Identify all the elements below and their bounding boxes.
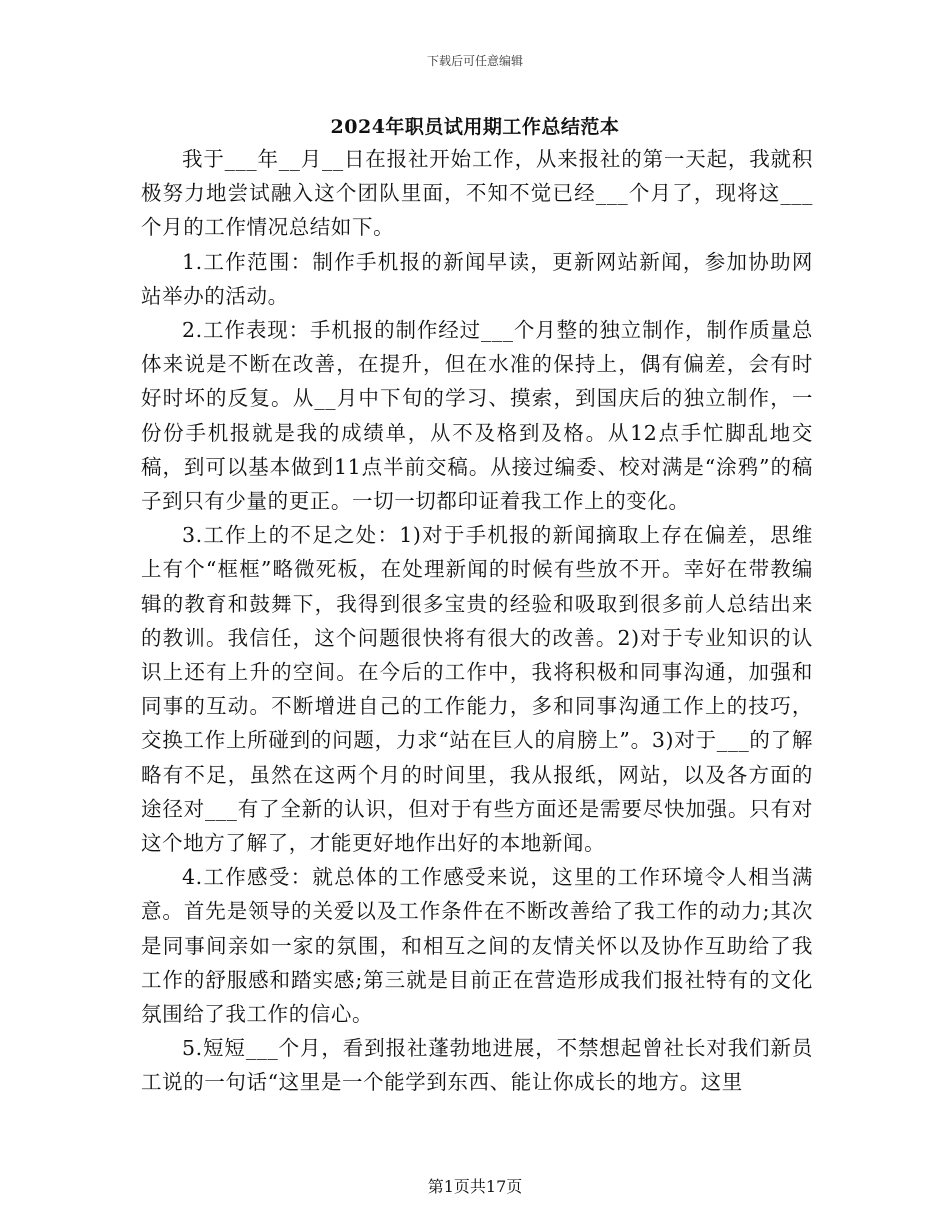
paragraph-intro: 我于___年__月__日在报社开始工作，从来报社的第一天起，我就积极努力地尝试融入这个团队里面，不知不觉已经___个月了，现将这___个月的工作情况总结如下。 (141, 147, 813, 240)
document-title: 2024年职员试用期工作总结范本 (330, 116, 620, 138)
page-number-footer: 第1页共17页 (427, 1177, 523, 1196)
paragraph-shortcomings: 3.工作上的不足之处：1)对于手机报的新闻摘取上存在偏差，思维上有个“框框”略微死板，在处理新闻的时候有些放不开。幸好在带教编辑的教育和鼓舞下，我得到很多宝贵的经验和吸取到很多前人总结出来的教训。我信任，这个问题很快将有很大的改善。2)对于专业知识的认识上还有上升的空间。在今后的工作中，我将积极和同事沟通，加强和同事的互动。不断增进自己的工作能力，多和同事沟通工作上的技巧，交换工作上所碰到的问题，力求“站在巨人的肩膀上”。3)对于___的了解略有不足，虽然在这两个月的时间里，我从报纸，网站，以及各方面的途径对___有了全新的认识，但对于有些方面还是需要尽快加强。只有对这个地方了解了，才能更好地作出好的本地新闻。 (141, 523, 813, 856)
paragraph-work-scope: 1.工作范围：制作手机报的新闻早读，更新网站新闻，参加协助网站举办的活动。 (141, 249, 813, 308)
paragraph-work-performance: 2.工作表现：手机报的制作经过___个月整的独立制作，制作质量总体来说是不断在改善，在提升，但在水准的保持上，偶有偏差，会有时好时坏的反复。从__月中下旬的学习、摸索，到国庆后的独立制作，一份份手机报就是我的成绩单，从不及格到及格。从12点手忙脚乱地交稿，到可以基本做到11点半前交稿。从接过编委、校对满是“涂鸦”的稿子到只有少量的更正。一切一切都印证着我工作上的变化。 (141, 318, 813, 514)
paragraph-work-feelings: 4.工作感受：就总体的工作感受来说，这里的工作环境令人相当满意。首先是领导的关爱以及工作条件在不断改善给了我工作的动力;其次是同事间亲如一家的氛围，和相互之间的友情关怀以及协作互助给了我工作的舒服感和踏实感;第三就是目前正在营造形成我们报社特有的文化氛围给了我工作的信心。 (141, 865, 813, 1027)
paragraph-closing: 5.短短___个月，看到报社蓬勃地进展，不禁想起曾社长对我们新员工说的一句话“这里是一个能学到东西、能让你成长的地方。这里 (141, 1036, 813, 1095)
header-note: 下载后可任意编辑 (426, 54, 523, 68)
document-body (141, 142, 813, 1100)
